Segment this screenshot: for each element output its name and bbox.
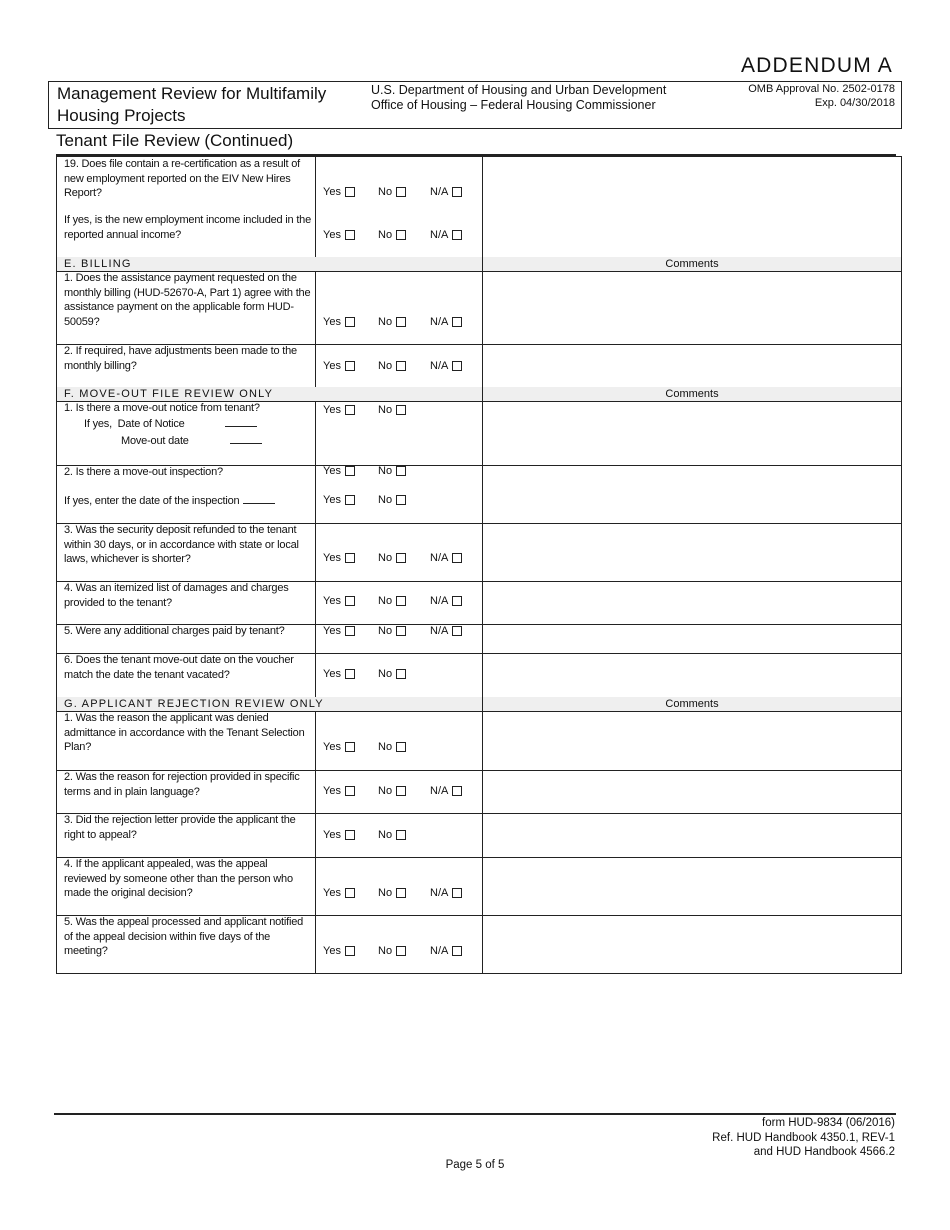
addendum-label: ADDENDUM A [740,54,893,77]
checkbox[interactable] [452,888,462,898]
yes-option[interactable]: Yes [323,625,355,637]
question-text: 3. Was the security deposit refunded to the tenant within 30 days, or in accordance with state or local laws, whichever is shorter? [64,524,299,565]
comments-header: Comments [665,258,719,270]
comments-header: Comments [665,388,719,400]
checkbox[interactable] [345,888,355,898]
no-option[interactable]: No [378,494,406,506]
question-row-g1 [56,711,902,771]
yes-option[interactable]: Yes [323,595,355,607]
checkbox[interactable] [345,230,355,240]
question-text: If yes, is the new employment income included in the reported annual income? [64,214,312,241]
checkbox[interactable] [452,626,462,636]
checkbox[interactable] [452,361,462,371]
form-number: form HUD-9834 (06/2016) [762,1117,895,1129]
yes-option[interactable]: Yes [323,186,355,198]
question-text: 6. Does the tenant move-out date on the voucher match the date the tenant vacated? [64,654,294,681]
question-text: 2. Is there a move-out inspection? [64,466,223,478]
no-option[interactable]: No [378,945,406,957]
checkbox[interactable] [345,946,355,956]
yes-option[interactable]: Yes [323,741,355,753]
omb-block [695,82,895,110]
footer-form-info [600,1116,895,1160]
question-row-f5 [56,624,902,654]
no-option[interactable]: No [378,404,406,416]
checkbox[interactable] [452,553,462,563]
na-option[interactable]: N/A [430,625,462,637]
checkbox[interactable] [345,405,355,415]
question-row-e2 [56,344,902,388]
checkbox[interactable] [396,742,406,752]
checkbox[interactable] [345,830,355,840]
checkbox[interactable] [396,230,406,240]
question-row-f6 [56,653,902,698]
question-text: 5. Were any additional charges paid by tenant? [64,625,285,637]
checkbox[interactable] [345,361,355,371]
question-row-g3 [56,813,902,858]
checkbox[interactable] [396,626,406,636]
inspection-date-field[interactable] [243,493,275,504]
checkbox[interactable] [452,230,462,240]
na-option[interactable]: N/A [430,552,462,564]
yes-option[interactable]: Yes [323,785,355,797]
na-option[interactable]: N/A [430,316,462,328]
question-text: 1. Does the assistance payment requested on the monthly billing (HUD-52670-A, Part 1) agree with the assistance payment on the applicable form HUD-50059? [64,272,311,328]
question-text: 19. Does file contain a re-certification as a result of new employment reported on the EIV New Hires Report? [64,158,301,199]
no-option[interactable]: No [378,741,406,753]
checkbox[interactable] [396,187,406,197]
form-header [48,81,902,129]
checkbox[interactable] [396,405,406,415]
checkbox[interactable] [345,596,355,606]
no-option[interactable]: No [378,360,406,372]
checkbox[interactable] [345,466,355,476]
checkbox[interactable] [452,946,462,956]
checkbox[interactable] [345,553,355,563]
na-option[interactable]: N/A [430,887,462,899]
question-row-f2 [56,465,902,524]
na-option[interactable]: N/A [430,945,462,957]
yes-option[interactable]: Yes [323,887,355,899]
checkbox[interactable] [452,786,462,796]
yes-option[interactable]: Yes [323,404,355,416]
checkbox[interactable] [396,888,406,898]
question-row-e1 [56,271,902,345]
section-title: F. MOVE-OUT FILE REVIEW ONLY [64,388,274,400]
yes-option[interactable]: Yes [323,316,355,328]
checkbox[interactable] [345,187,355,197]
na-option[interactable]: N/A [430,360,462,372]
question-text: 4. If the applicant appealed, was the appeal reviewed by someone other than the person who made the original decision? [64,858,293,899]
notice-date-field[interactable] [225,416,257,427]
na-option[interactable]: N/A [430,229,462,241]
question-text: 2. Was the reason for rejection provided in specific terms and in plain language? [64,771,300,798]
no-option[interactable]: No [378,829,406,841]
checkbox[interactable] [345,669,355,679]
if-yes-label: If yes, [84,418,112,430]
checkbox[interactable] [396,596,406,606]
question-text: 4. Was an itemized list of damages and charges provided to the tenant? [64,582,289,609]
moveout-date-line [121,433,321,449]
omb-expiration: Exp. 04/30/2018 [814,97,895,109]
yes-option[interactable]: Yes [323,360,355,372]
no-option[interactable]: No [378,887,406,899]
inspection-date-line [64,493,314,509]
checkbox[interactable] [396,553,406,563]
section-g-header [56,697,902,712]
question-row-19 [56,156,902,258]
no-option[interactable]: No [378,595,406,607]
question-row-f1 [56,401,902,466]
omb-approval: OMB Approval No. 2502-0178 [748,83,895,95]
section-e-header [56,257,902,272]
checkbox[interactable] [396,361,406,371]
question-text: 2. If required, have adjustments been made to the monthly billing? [64,345,297,372]
question-text: 3. Did the rejection letter provide the applicant the right to appeal? [64,814,296,841]
moveout-date-label: Move-out date [121,435,189,447]
question-row-g2 [56,770,902,814]
yes-option[interactable]: Yes [323,829,355,841]
checkbox[interactable] [452,187,462,197]
moveout-date-field[interactable] [230,433,262,444]
checkbox[interactable] [396,466,406,476]
checkbox[interactable] [345,317,355,327]
notice-date-label: Date of Notice [117,418,185,430]
question-text: If yes, enter the date of the inspection [64,495,240,507]
comments-header: Comments [665,698,719,710]
checkbox[interactable] [345,626,355,636]
section-f-header [56,387,902,402]
footer-divider [54,1113,896,1115]
section-title: G. APPLICANT REJECTION REVIEW ONLY [64,698,324,710]
checkbox[interactable] [345,495,355,505]
handbook-ref-2: and HUD Handbook 4566.2 [753,1146,895,1158]
department-line-2: Office of Housing – Federal Housing Commissioner [371,98,656,112]
no-option[interactable]: No [378,465,406,477]
no-option[interactable]: No [378,316,406,328]
na-option[interactable]: N/A [430,595,462,607]
na-option[interactable]: N/A [430,186,462,198]
question-row-g5 [56,915,902,974]
yes-option[interactable]: Yes [323,552,355,564]
checkbox[interactable] [396,317,406,327]
checkbox[interactable] [452,596,462,606]
checkbox[interactable] [345,742,355,752]
department-block [371,83,711,113]
department-line-1: U.S. Department of Housing and Urban Development [371,83,667,97]
page-number: Page 5 of 5 [445,1159,505,1171]
handbook-ref-1: Ref. HUD Handbook 4350.1, REV-1 [712,1131,895,1144]
checkbox[interactable] [396,946,406,956]
no-option[interactable]: No [378,229,406,241]
notice-date-line [84,416,314,432]
checkbox[interactable] [396,669,406,679]
question-row-f4 [56,581,902,625]
section-title: E. BILLING [64,258,132,270]
question-row-g4 [56,857,902,916]
checkbox[interactable] [452,317,462,327]
yes-option[interactable]: Yes [323,494,355,506]
question-row-f3 [56,523,902,582]
no-option[interactable]: No [378,552,406,564]
yes-option[interactable]: Yes [323,465,355,477]
no-option[interactable]: No [378,785,406,797]
checkbox[interactable] [396,495,406,505]
no-option[interactable]: No [378,625,406,637]
yes-option[interactable]: Yes [323,668,355,680]
checkbox[interactable] [345,786,355,796]
checkbox[interactable] [396,786,406,796]
question-text: 5. Was the appeal processed and applicant notified of the appeal decision within five days of the meeting? [64,916,304,957]
question-text: 1. Is there a move-out notice from tenant? [64,402,260,414]
question-text: 1. Was the reason the applicant was denied admittance in accordance with the Tenant Selection Plan? [64,712,305,753]
no-option[interactable]: No [378,186,406,198]
yes-option[interactable]: Yes [323,945,355,957]
yes-option[interactable]: Yes [323,229,355,241]
page-subtitle: Tenant File Review (Continued) [56,131,294,150]
checkbox[interactable] [396,830,406,840]
form-title: Management Review for Multifamily Housing Projects [57,84,327,125]
na-option[interactable]: N/A [430,785,462,797]
no-option[interactable]: No [378,668,406,680]
